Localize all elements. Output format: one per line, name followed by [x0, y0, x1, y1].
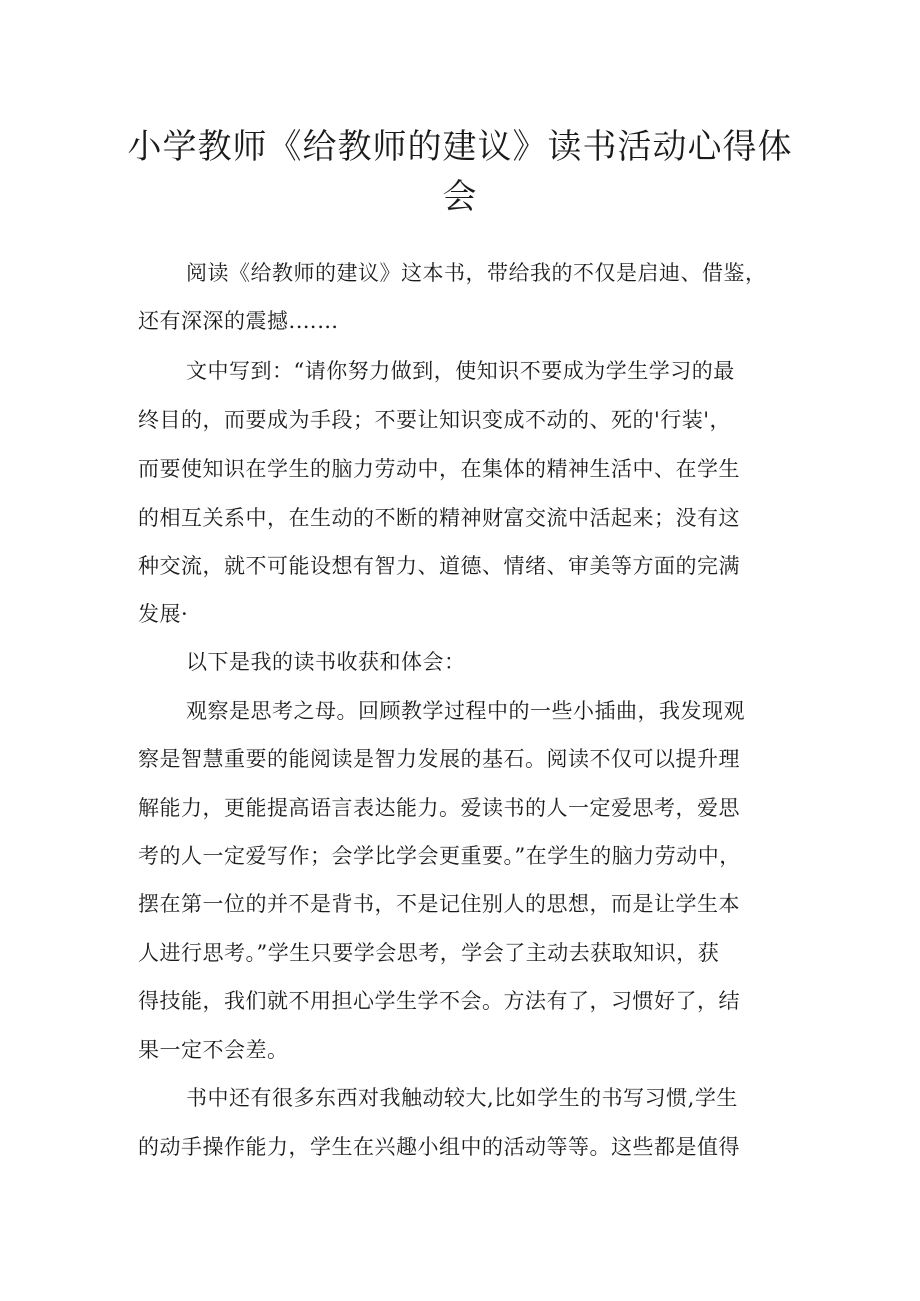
text-line: 观察是思考之母。回顾教学过程中的一些小插曲，我发现观	[186, 699, 745, 723]
text-line: 得技能，我们就不用担心学生学不会。方法有了，习惯好了，结	[138, 989, 740, 1013]
text-line: 考的人一定爱写作；会学比学会更重要。”在学生的脑力劳动中，	[138, 844, 741, 868]
text-line: 发展·	[138, 602, 189, 626]
text-line: 察是智慧重要的能阅读是智力发展的基石。阅读不仅可以提升理	[138, 747, 740, 771]
text-line: 种交流，就不可能设想有智力、道德、情绪、审美等方面的完满	[138, 554, 740, 578]
text-line: 而要使知识在学生的脑力劳动中，在集体的精神生活中、在学生	[138, 457, 740, 481]
text-line: 解能力，更能提高语言表达能力。爱读书的人一定爱思考，爱思	[138, 796, 740, 820]
text-line: 终目的，而要成为手段；不要让知识变成不动的、死的'行装'，	[138, 408, 732, 432]
document-title: 小学教师《给教师的建议》读书活动心得体会	[127, 127, 793, 217]
text-line: 人进行思考。”学生只要学会思考，学会了主动去获取知识，获	[138, 941, 720, 965]
text-line: 书中还有很多东西对我触动较大,比如学生的书写习惯,学生	[186, 1086, 738, 1110]
text-line: 阅读《给教师的建议》这本书，带给我的不仅是启迪、借鉴，	[186, 261, 767, 285]
text-line: 还有深深的震撼.……	[138, 309, 339, 333]
text-line: 果一定不会差。	[138, 1038, 289, 1062]
text-line: 的动手操作能力，学生在兴趣小组中的活动等等。这些都是值得	[138, 1135, 740, 1159]
text-line: 的相互关系中，在生动的不断的精神财富交流中活起来；没有这	[138, 506, 740, 530]
text-line: 文中写到：“请你努力做到，使知识不要成为学生学习的最	[186, 359, 735, 383]
text-line: 摆在第一位的并不是背书，不是记住别人的思想，而是让学生本	[138, 892, 740, 916]
text-line: 以下是我的读书收获和体会：	[186, 650, 466, 674]
